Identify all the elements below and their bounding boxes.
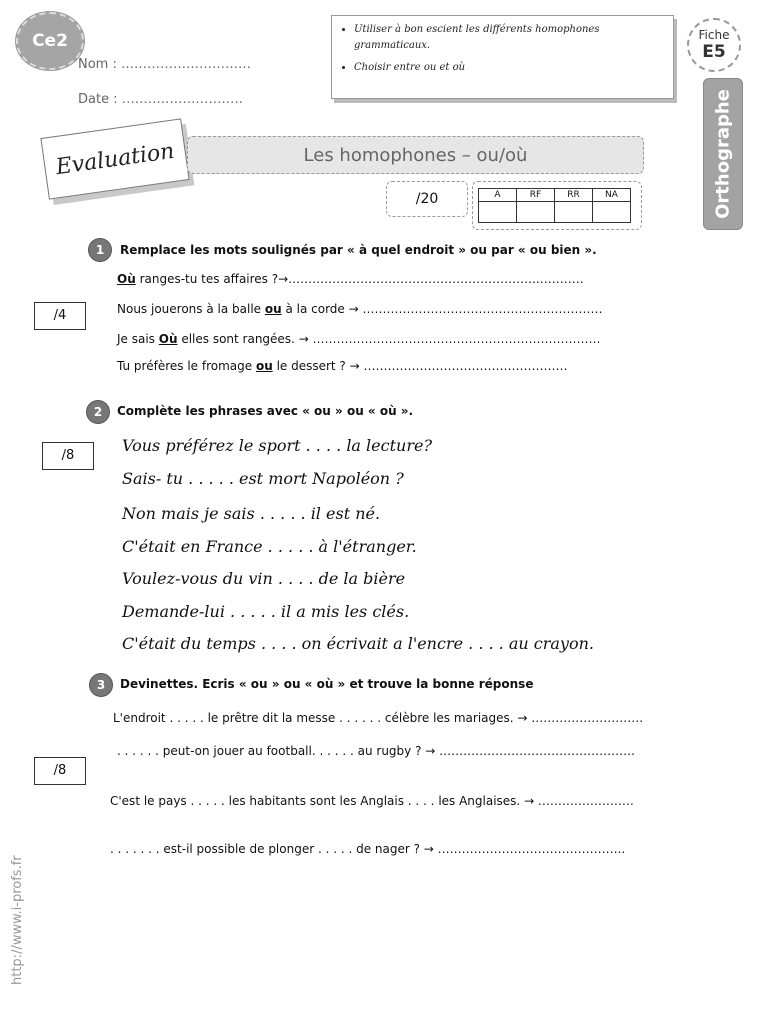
grid-cell	[593, 202, 631, 223]
exercise-3-score: /8	[34, 757, 86, 785]
ex1-post: elles sont rangées. → ………………………………………………………………	[177, 332, 601, 346]
level-badge: Ce2	[16, 12, 84, 70]
ex3-line-2: . . . . . . peut-on jouer au football. . . . . . au rugby ? → ………………………………………….	[117, 744, 635, 758]
ex1-pre: Tu préfères le fromage	[117, 359, 256, 373]
fiche-badge	[687, 18, 741, 72]
ex1-underlined: Où	[117, 272, 136, 286]
ex1-pre: Nous jouerons à la balle	[117, 302, 265, 316]
ex3-line-4: . . . . . . . est-il possible de plonger . . . . . de nager ? → ………………………………………..	[110, 842, 626, 856]
ex1-post: le dessert ? → ……………………………………………	[272, 359, 568, 373]
grid-cell	[555, 202, 593, 223]
grid-cell	[517, 202, 555, 223]
grid-cell	[479, 202, 517, 223]
ex1-line-1	[117, 272, 584, 286]
evaluation-card: Evaluation	[40, 118, 189, 199]
ex1-pre: Je sais	[117, 332, 159, 346]
exercise-2-number: 2	[86, 400, 110, 424]
ex1-underlined: ou	[255, 359, 273, 373]
name-field: Nom : …………………………	[78, 57, 251, 72]
exercise-2-title: Complète les phrases avec « ou » ou « où ».	[117, 404, 414, 418]
exercise-1-score: /4	[34, 302, 86, 330]
ex1-line-4	[117, 359, 568, 373]
ex1-post: ranges-tu tes affaires ?→……………………………………………………..…………	[135, 272, 584, 286]
objectives-box	[331, 15, 674, 99]
fiche-code: E5	[702, 42, 726, 62]
ex1-line-2	[117, 302, 602, 316]
ex1-underlined: ou	[264, 302, 282, 316]
fiche-label: Fiche	[698, 28, 730, 42]
ex2-line-5: Voulez-vous du vin . . . . de la bière	[122, 569, 406, 588]
ex2-line-2: Sais- tu . . . . . est mort Napoléon ?	[122, 469, 404, 488]
ex2-line-4: C'était en France . . . . . à l'étranger.	[122, 537, 417, 556]
exercise-1-title: Remplace les mots soulignés par « à quel endroit » ou par « ou bien ».	[120, 243, 597, 257]
date-field: Date : ……………………….	[78, 92, 243, 107]
footer-url: http://www.i-profs.fr	[10, 855, 25, 985]
grid-header: NA	[593, 189, 631, 202]
grading-grid	[472, 181, 642, 230]
ex1-underlined: Où	[158, 332, 178, 346]
page-title: Les homophones – ou/où	[187, 136, 644, 174]
ex2-line-1: Vous préférez le sport . . . . la lecture?	[122, 436, 433, 455]
subject-tab	[703, 78, 743, 230]
ex2-line-7: C'était du temps . . . . on écrivait a l'encre . . . . au crayon.	[122, 634, 594, 653]
objective-2: • Choisir entre ou et où	[354, 60, 665, 76]
subject-label: Orthographe	[712, 89, 734, 219]
exercise-2-score: /8	[42, 442, 94, 470]
exercise-1-number: 1	[88, 238, 112, 262]
ex2-line-3: Non mais je sais . . . . . il est né.	[122, 504, 381, 523]
grid-header: RR	[555, 189, 593, 202]
ex3-line-1: L'endroit . . . . . le prêtre dit la messe . . . . . . célèbre les mariages. → ……………………….	[113, 711, 644, 725]
grid-header: RF	[517, 189, 555, 202]
ex2-line-6: Demande-lui . . . . . il a mis les clés.	[122, 602, 410, 621]
ex1-line-3	[117, 332, 601, 346]
total-score: /20	[386, 181, 468, 217]
ex1-post: à la corde → ……………………………………………………	[281, 302, 603, 316]
grading-table	[478, 188, 631, 223]
exercise-3-title: Devinettes. Ecris « ou » ou « où » et trouve la bonne réponse	[120, 677, 534, 691]
ex3-line-3: C'est le pays . . . . . les habitants sont les Anglais . . . . les Anglaises. → ……………………	[110, 794, 634, 808]
exercise-3-number: 3	[89, 673, 113, 697]
objective-1: • Utiliser à bon escient les différents homophones grammaticaux.	[354, 22, 665, 54]
grid-header: A	[479, 189, 517, 202]
